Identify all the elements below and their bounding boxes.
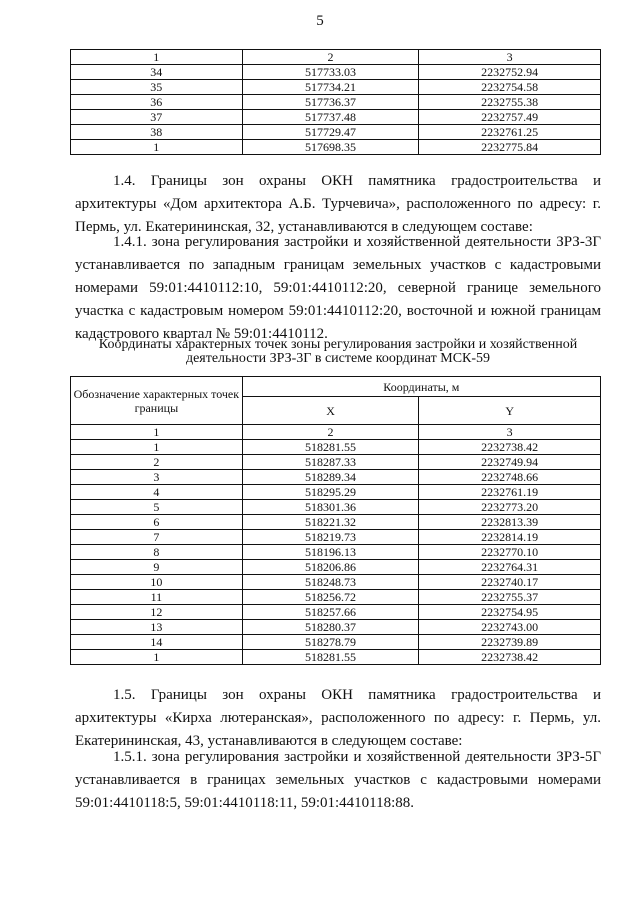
table-cell: 518281.55	[242, 440, 419, 455]
table-row	[71, 635, 601, 650]
table-cell: 518221.32	[242, 515, 419, 530]
table-cell: 517733.03	[242, 65, 419, 80]
table-cell: 38	[71, 125, 243, 140]
table-cell: 518295.29	[242, 485, 419, 500]
table-cell: 14	[71, 635, 243, 650]
table-cell: 2232752.94	[419, 65, 601, 80]
table-cell: 35	[71, 80, 243, 95]
table-cell: 517737.48	[242, 110, 419, 125]
table-cell: 518196.13	[242, 545, 419, 560]
table-cell: 517698.35	[242, 140, 419, 155]
table-row	[71, 485, 601, 500]
table-header-cell: 3	[419, 50, 601, 65]
table-cell: 2232755.38	[419, 95, 601, 110]
table-index-cell: 2	[242, 425, 419, 440]
table-cell: 2232754.95	[419, 605, 601, 620]
table-row	[71, 125, 601, 140]
header-designation: Обозначение характерных точек границы	[71, 377, 243, 425]
table-cell: 13	[71, 620, 243, 635]
table-cell: 2232748.66	[419, 470, 601, 485]
table-cell: 2	[71, 455, 243, 470]
table-cell: 518219.73	[242, 530, 419, 545]
table-cell: 10	[71, 575, 243, 590]
table-cell: 1	[71, 140, 243, 155]
section-1-5-1-paragraph: 1.5.1. зона регулирования застройки и хозяйственной деятельности ЗРЗ-5Г устанавливается в границах земельных участков с кадастровыми номерами 59:01:4410118:5, 59:01:4410118:11, 59:01:4410118:88.	[75, 749, 601, 811]
table-row	[71, 620, 601, 635]
table-cell: 1	[71, 440, 243, 455]
table-cell: 517729.47	[242, 125, 419, 140]
table-cell: 2232754.58	[419, 80, 601, 95]
header-x: X	[242, 397, 419, 425]
table-row	[71, 80, 601, 95]
table-cell: 2232761.25	[419, 125, 601, 140]
table-cell: 37	[71, 110, 243, 125]
coordinates-table-zrz-3g	[70, 376, 601, 665]
table-index-cell: 1	[71, 425, 243, 440]
table-row	[71, 590, 601, 605]
table-row	[71, 530, 601, 545]
table-row	[71, 575, 601, 590]
table-cell: 2232738.42	[419, 650, 601, 665]
table-header-cell: 1	[71, 50, 243, 65]
table-cell: 7	[71, 530, 243, 545]
table-cell: 5	[71, 500, 243, 515]
table-row	[71, 560, 601, 575]
table-cell: 518280.37	[242, 620, 419, 635]
table-row	[71, 140, 601, 155]
page-number: 5	[316, 13, 324, 29]
table-row	[71, 470, 601, 485]
table-row	[71, 65, 601, 80]
table-row	[71, 500, 601, 515]
table-cell: 2232770.10	[419, 545, 601, 560]
table-cell: 2232740.17	[419, 575, 601, 590]
section-1-4-1-paragraph: 1.4.1. зона регулирования застройки и хозяйственной деятельности ЗРЗ-3Г устанавливается по западным границам земельных участков с кадастровыми номерами 59:01:4410112:10, 59:01:4410112:20, северной границе земельного участка с кадастровым номером 59:01:4410112:20, восточной и южной границам кадастрового квартал № 59:01:4410112.	[75, 234, 601, 342]
table-cell: 2232814.19	[419, 530, 601, 545]
table-header-cell: 2	[242, 50, 419, 65]
table-row	[71, 440, 601, 455]
section-1-5-paragraph: 1.5. Границы зон охраны ОКН памятника градостроительства и архитектуры «Кирха лютеранская», расположенного по адресу: г. Пермь, ул. Екатерининская, 43, устанавливаются в следующем составе:	[75, 687, 601, 749]
table-cell: 518256.72	[242, 590, 419, 605]
table-cell: 518289.34	[242, 470, 419, 485]
header-coordinates: Координаты, м	[242, 377, 600, 397]
table-row	[71, 545, 601, 560]
section-1-4-paragraph: 1.4. Границы зон охраны ОКН памятника градостроительства и архитектуры «Дом архитектора А.Б. Турчевича», расположенного по адресу: г. Пермь, ул. Екатерининская, 32, устанавливаются в следующем составе:	[75, 173, 601, 235]
table-cell: 518301.36	[242, 500, 419, 515]
table-cell: 2232773.20	[419, 500, 601, 515]
table-cell: 518206.86	[242, 560, 419, 575]
table-cell: 9	[71, 560, 243, 575]
table-cell: 12	[71, 605, 243, 620]
table-cell: 2232738.42	[419, 440, 601, 455]
table-cell: 518278.79	[242, 635, 419, 650]
table-row	[71, 650, 601, 665]
header-y: Y	[419, 397, 601, 425]
table-cell: 518248.73	[242, 575, 419, 590]
table-index-row	[71, 425, 601, 440]
table-cell: 518281.55	[242, 650, 419, 665]
table-cell: 1	[71, 650, 243, 665]
table-cell: 2232757.49	[419, 110, 601, 125]
table-cell: 36	[71, 95, 243, 110]
table-row	[71, 515, 601, 530]
table-header-row	[71, 377, 601, 397]
table-cell: 517734.21	[242, 80, 419, 95]
table-row	[71, 95, 601, 110]
table-cell: 2232739.89	[419, 635, 601, 650]
table-index-cell: 3	[419, 425, 601, 440]
table-row	[71, 605, 601, 620]
table-cell: 2232764.31	[419, 560, 601, 575]
coordinates-table-continued	[70, 49, 601, 155]
table-row	[71, 455, 601, 470]
table-cell: 517736.37	[242, 95, 419, 110]
table-cell: 34	[71, 65, 243, 80]
table-cell: 518287.33	[242, 455, 419, 470]
table-cell: 2232749.94	[419, 455, 601, 470]
table-caption: Координаты характерных точек зоны регулирования застройки и хозяйственной деятельности ЗРЗ-3Г в системе координат МСК-59	[98, 337, 578, 366]
table-cell: 4	[71, 485, 243, 500]
table-cell: 2232761.19	[419, 485, 601, 500]
table-row	[71, 110, 601, 125]
table-cell: 2232743.00	[419, 620, 601, 635]
table-cell: 6	[71, 515, 243, 530]
table-cell: 518257.66	[242, 605, 419, 620]
table-header-row	[71, 50, 601, 65]
table-cell: 2232775.84	[419, 140, 601, 155]
table-cell: 3	[71, 470, 243, 485]
table-cell: 2232755.37	[419, 590, 601, 605]
table-cell: 8	[71, 545, 243, 560]
table-cell: 2232813.39	[419, 515, 601, 530]
table-cell: 11	[71, 590, 243, 605]
